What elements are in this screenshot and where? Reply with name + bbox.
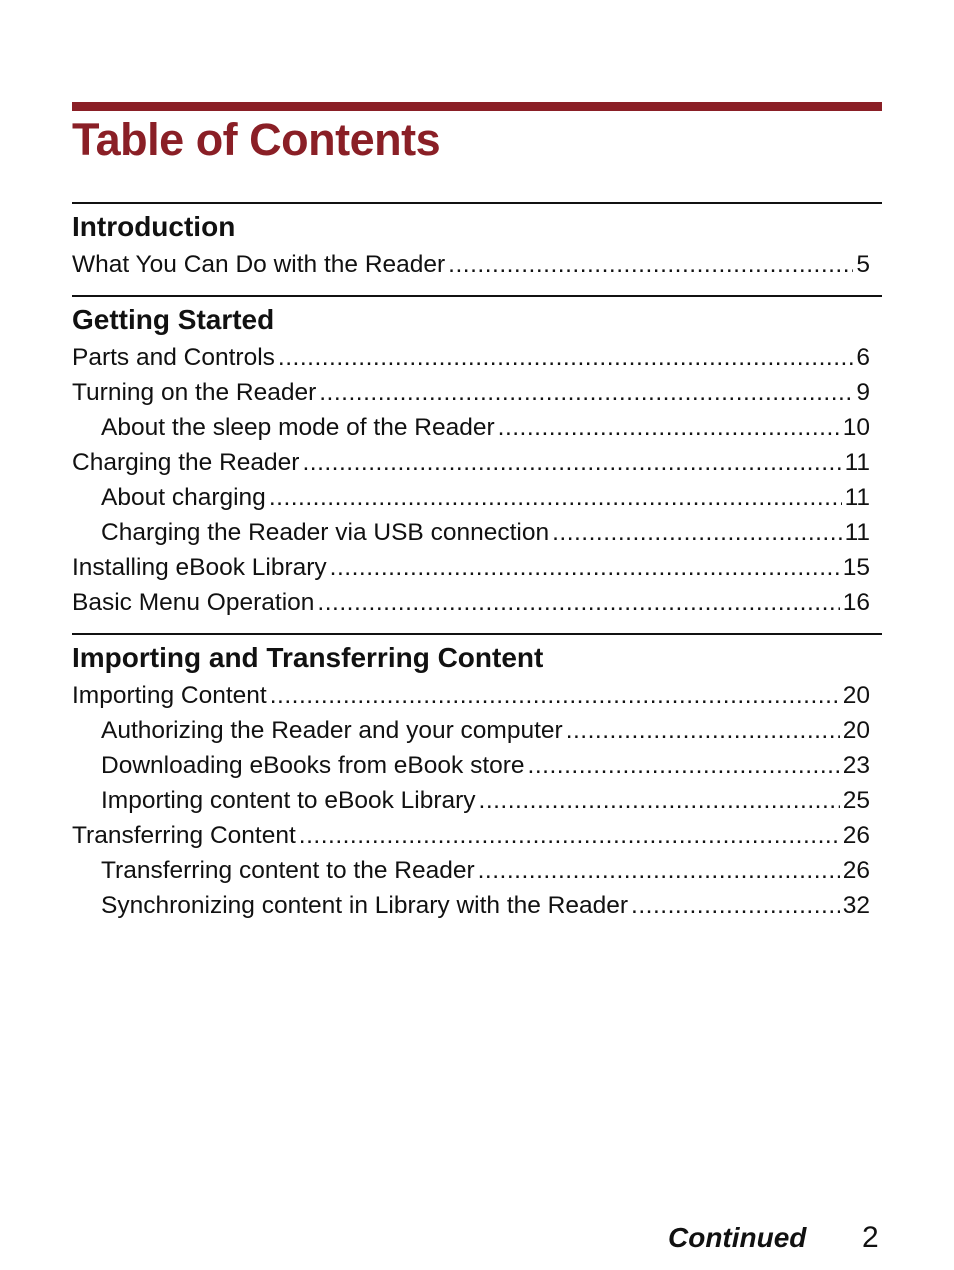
page-number: 2	[862, 1221, 879, 1254]
toc-subentry[interactable]	[72, 410, 870, 445]
toc-entry-page: 11	[844, 519, 870, 546]
page-title: Table of Contents	[72, 114, 441, 165]
toc-entry-page: 26	[842, 822, 870, 849]
toc-entry-page: 23	[842, 752, 870, 779]
section-importing-transferring	[72, 633, 882, 923]
toc-entry[interactable]	[72, 818, 870, 853]
section-getting-started	[72, 295, 882, 620]
toc-subentry[interactable]	[72, 748, 870, 783]
toc-entry-page: 9	[856, 379, 870, 406]
page-footer	[72, 1218, 882, 1258]
toc-entry-page: 20	[842, 682, 870, 709]
toc-entry-page: 11	[844, 484, 870, 511]
toc-entry-label: Parts and Controls	[72, 344, 275, 371]
toc-entry-page: 16	[842, 589, 870, 616]
section-introduction	[72, 202, 882, 282]
dot-leader	[317, 585, 839, 620]
toc-entry-label: Installing eBook Library	[72, 554, 327, 581]
toc-entry-label: Charging the Reader via USB connection	[101, 519, 550, 546]
dot-leader	[566, 713, 840, 748]
dot-leader	[479, 783, 840, 818]
dot-leader	[278, 340, 853, 375]
toc-entry[interactable]	[72, 340, 870, 375]
section-heading: Importing and Transferring Content	[72, 642, 544, 673]
toc-entry-label: About charging	[101, 484, 266, 511]
toc-subentry[interactable]	[72, 853, 870, 888]
toc-entry-label: Importing Content	[72, 682, 267, 709]
dot-leader	[299, 818, 840, 853]
dot-leader	[319, 375, 853, 410]
toc-entry[interactable]	[72, 445, 870, 480]
toc-entry-label: What You Can Do with the Reader	[72, 251, 446, 278]
dot-leader	[270, 678, 840, 713]
dot-leader	[302, 445, 841, 480]
toc-entry-page: 25	[842, 787, 870, 814]
continued-label: Continued	[668, 1222, 807, 1253]
toc-subentry[interactable]	[72, 713, 870, 748]
section-heading: Getting Started	[72, 304, 275, 335]
toc-entry-label: Importing content to eBook Library	[101, 787, 476, 814]
dot-leader	[528, 748, 840, 783]
dot-leader	[631, 888, 840, 923]
toc-entry[interactable]	[72, 585, 870, 620]
toc-subentry[interactable]	[72, 888, 870, 923]
toc-entry-label: Charging the Reader	[72, 449, 300, 476]
toc-entry-page: 6	[856, 344, 870, 371]
toc-entry-page: 32	[842, 892, 870, 919]
dot-leader	[330, 550, 840, 585]
toc-entry-page: 26	[842, 857, 870, 884]
toc-entry[interactable]	[72, 247, 870, 282]
toc-entry-label: Turning on the Reader	[72, 379, 317, 406]
toc-entry[interactable]	[72, 678, 870, 713]
toc-subentry[interactable]	[72, 515, 870, 550]
toc-entry-label: Transferring content to the Reader	[101, 857, 475, 884]
dot-leader	[269, 480, 842, 515]
toc-entry[interactable]	[72, 375, 870, 410]
toc-entry-label: Synchronizing content in Library with the Reader	[101, 892, 629, 919]
toc-entry-page: 20	[842, 717, 870, 744]
dot-leader	[448, 247, 853, 282]
toc-subentry[interactable]	[72, 783, 870, 818]
toc-subentry[interactable]	[72, 480, 870, 515]
toc-entry-label: Transferring Content	[72, 822, 296, 849]
section-heading: Introduction	[72, 211, 236, 242]
toc-entry-page: 11	[844, 449, 870, 476]
toc-entry-label: About the sleep mode of the Reader	[101, 414, 495, 441]
toc-entry-label: Authorizing the Reader and your computer	[101, 717, 563, 744]
toc-entry-label: Basic Menu Operation	[72, 589, 315, 616]
dot-leader	[552, 515, 841, 550]
toc-entry-page: 10	[842, 414, 870, 441]
dot-leader	[478, 853, 840, 888]
dot-leader	[498, 410, 840, 445]
toc-entry-page: 15	[842, 554, 870, 581]
toc-entry[interactable]	[72, 550, 870, 585]
toc-entry-label: Downloading eBooks from eBook store	[101, 752, 525, 779]
title-rule	[72, 102, 882, 111]
toc-entry-page: 5	[856, 251, 870, 278]
